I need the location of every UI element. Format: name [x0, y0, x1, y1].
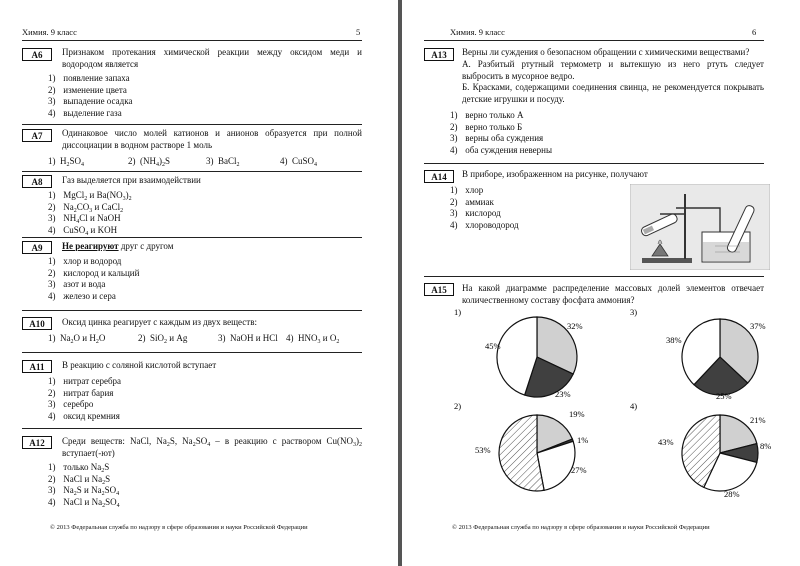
answer-option[interactable]: 1) нитрат серебра	[48, 376, 122, 386]
question-divider	[22, 352, 362, 353]
pie-charts	[402, 305, 800, 510]
question-number: А14	[424, 170, 454, 183]
question-text: В реакцию с соляной кислотой вступает	[62, 360, 217, 370]
pie-slice-label: 37%	[750, 321, 766, 331]
answer-option[interactable]: 4) хлороводород	[450, 219, 519, 230]
answer-option[interactable]: 3) NaOH и HCl	[218, 333, 278, 343]
answer-option[interactable]: 4) NaCl и $Na_2SO_4$	[48, 496, 120, 509]
question-number: А11	[22, 360, 52, 373]
question-divider	[424, 163, 764, 164]
question-text: Оксид цинка реагирует с каждым из двух веществ:	[62, 317, 257, 327]
answer-option[interactable]: 4) выделение газа	[48, 107, 122, 118]
question-number: А15	[424, 283, 454, 296]
answer-options	[48, 256, 139, 302]
pie-option-label: 3)	[630, 307, 638, 317]
page-footer: © 2013 Федеральная служба по надзору в сфере образования и науки Российской Федерации	[452, 524, 710, 531]
answer-option[interactable]: 3) выпадение осадка	[48, 96, 133, 106]
answer-option[interactable]: 2) нитрат бария	[48, 387, 114, 398]
question-text: Признаком протекания химической реакции между оксидом меди и водородом является	[62, 47, 362, 69]
question-text: Газ выделяется при взаимодействии	[62, 175, 201, 185]
pie-slice-label: 38%	[666, 335, 682, 345]
answer-option[interactable]: 3) верны оба суждения	[450, 133, 544, 143]
answer-option[interactable]: 2) NaCl и $Na_2S$	[48, 473, 111, 486]
answer-option[interactable]: 1) $H_2SO_4$	[48, 156, 85, 168]
question-text: Верны ли суждения о безопасном обращении с химическими веществами?	[462, 47, 750, 57]
question-number: А7	[22, 129, 52, 142]
answer-row	[48, 333, 358, 345]
pie-slice-label: 45%	[485, 341, 501, 351]
pie-slice-label: 28%	[724, 489, 740, 499]
answer-option[interactable]: 4) $HNO_3$ и $O_2$	[286, 333, 340, 345]
pie-chart[interactable]	[630, 401, 771, 499]
question-divider	[22, 124, 362, 125]
answer-option[interactable]: 3) $NH_4Cl$ и NaOH	[48, 213, 121, 225]
answer-option[interactable]: 4) железо и сера	[48, 290, 116, 301]
pie-chart[interactable]	[454, 307, 583, 399]
answer-option[interactable]: 1) хлор	[450, 185, 484, 195]
header-rule	[424, 40, 764, 41]
page-number: 5	[356, 27, 361, 37]
answer-option[interactable]: 1) только $Na_2S$	[48, 462, 110, 474]
statement-b: Б. Красками, содержащими соединения свинца, не рекомендуется покрывать детские игрушки и посуду.	[462, 82, 764, 104]
answer-options	[48, 376, 121, 422]
question-text: Среди веществ: NaCl, $Na_2S$, $Na_2SO_4$ – в реакцию с раствором $Cu(NO_3)_2$ вступает(-ют)	[62, 436, 362, 458]
page-footer: © 2013 Федеральная служба по надзору в сфере образования и науки Российской Федерации	[50, 524, 308, 531]
question-number: А12	[22, 436, 52, 449]
answer-option[interactable]: 3) серебро	[48, 399, 94, 409]
pie-option-label: 1)	[454, 307, 462, 317]
answer-option[interactable]: 3) $Na_2S$ и $Na_2SO_4$	[48, 485, 120, 497]
answer-options	[48, 462, 120, 508]
answer-option[interactable]: 3) кислород	[450, 208, 501, 218]
pie-slice-label: 23%	[555, 389, 571, 399]
answer-option[interactable]: 2) верно только Б	[450, 121, 523, 132]
answer-option[interactable]: 3) BaCl$_2$	[206, 156, 240, 168]
statement-a: А. Разбитый ртутный термометр и вытекшую из него ртуть следует выбросить в мусорное ведро.	[462, 59, 764, 81]
answer-option[interactable]: 1) MgCl$_2$ и $Ba(NO_3)_2$	[48, 190, 132, 202]
answer-option[interactable]: 1) $Na_2O$ и $H_2O$	[48, 333, 106, 345]
pie-option-label: 2)	[454, 401, 462, 411]
question-divider	[22, 428, 362, 429]
answer-option[interactable]: 1) хлор и водород	[48, 256, 122, 266]
question-number: А13	[424, 48, 454, 61]
pie-chart[interactable]	[630, 307, 766, 401]
answer-option[interactable]: 4) CuSO$_4$ и KOH	[48, 224, 118, 237]
pie-slice-label: 19%	[569, 409, 585, 419]
answer-option[interactable]: 2) SiO$_2$ и Ag	[138, 333, 188, 345]
pie-slice-label: 27%	[571, 465, 587, 475]
answer-option[interactable]: 4) оба суждения неверны	[450, 144, 553, 155]
answer-option[interactable]: 3) азот и вода	[48, 279, 106, 289]
question-divider	[22, 237, 362, 238]
page-header: Химия. 9 класс	[450, 27, 505, 37]
question-number: А9	[22, 241, 52, 254]
pie-chart[interactable]	[454, 401, 588, 491]
header-rule	[22, 40, 362, 41]
answer-option[interactable]: 4) оксид кремния	[48, 410, 120, 421]
question-divider	[22, 171, 362, 172]
question-divider	[424, 276, 764, 277]
pie-slice-label: 21%	[750, 415, 766, 425]
question-text: На какой диаграмме распределение массовых долей элементов отвечает количественному составу фосфата аммония?	[462, 283, 764, 305]
answer-option[interactable]: 1) появление запаха	[48, 73, 130, 83]
pie-slice-label: 8%	[760, 441, 772, 451]
question-text: В приборе, изображенном на рисунке, получают	[462, 169, 648, 179]
answer-options	[450, 185, 519, 231]
pie-slice-label: 43%	[658, 437, 674, 447]
lab-apparatus-image	[630, 184, 770, 270]
answer-option[interactable]: 2) $(NH_4)_2S$	[128, 156, 171, 168]
answer-option[interactable]: 2) изменение цвета	[48, 84, 127, 95]
answer-options	[48, 73, 132, 119]
question-text: Не реагируют друг с другом	[62, 241, 174, 251]
pie-slice-label: 53%	[475, 445, 491, 455]
answer-option[interactable]: 1) верно только А	[450, 110, 524, 120]
pie-slice	[499, 415, 544, 491]
right-page	[402, 0, 800, 566]
answer-option[interactable]: 2) $Na_2CO_3$ и CaCl$_2$	[48, 201, 124, 214]
question-number: А6	[22, 48, 52, 61]
question-text: Одинаковое число молей катионов и анионов образуется при полной диссоциации в водном растворе 1 моль	[62, 128, 362, 150]
answer-option[interactable]: 2) кислород и кальций	[48, 267, 140, 278]
left-page	[0, 0, 398, 566]
answer-option[interactable]: 4) CuSO$_4$	[280, 156, 318, 168]
question-divider	[22, 310, 362, 311]
page-header: Химия. 9 класс	[22, 27, 77, 37]
answer-option[interactable]: 2) аммиак	[450, 196, 494, 207]
pie-slice-label: 32%	[567, 321, 583, 331]
pie-option-label: 4)	[630, 401, 638, 411]
question-number: А10	[22, 317, 52, 330]
question-number: А8	[22, 175, 52, 188]
answer-options	[48, 190, 132, 236]
pie-slice-label: 1%	[577, 435, 589, 445]
answer-options	[450, 110, 552, 156]
pie-slice-label: 25%	[716, 391, 732, 401]
page-number: 6	[752, 27, 757, 37]
answer-row	[48, 156, 348, 168]
